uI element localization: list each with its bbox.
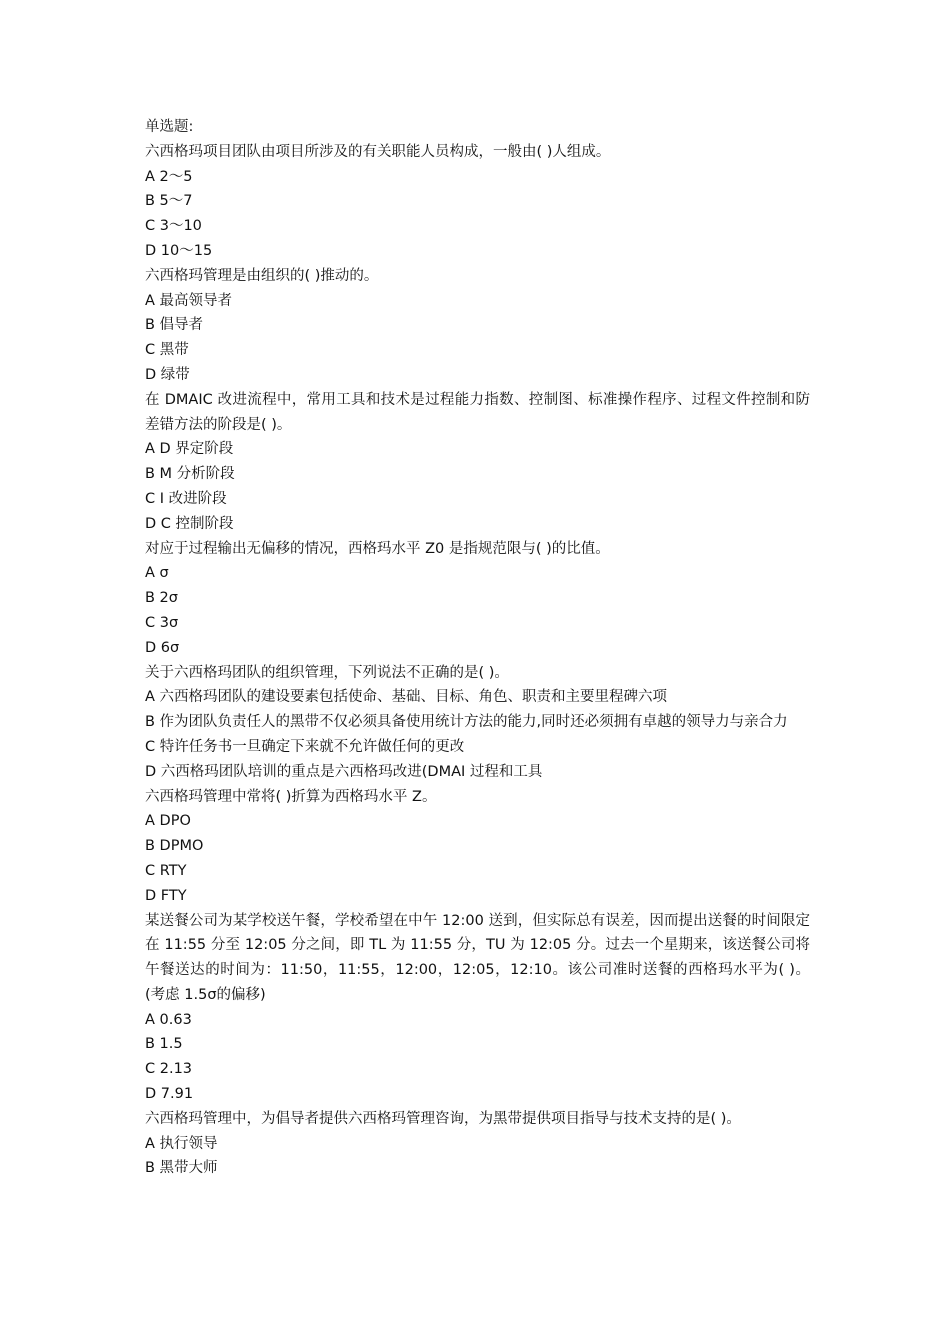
option-a: A 0.63 xyxy=(145,1011,192,1028)
question-block xyxy=(145,1107,810,1181)
option-a: A 执行领导 xyxy=(145,1135,218,1152)
option-b: B 作为团队负责任人的黑带不仅必须具备使用统计方法的能力,同时还必须拥有卓越的领导力与亲合力 xyxy=(145,714,788,731)
question-stem: 六西格玛管理中常将( )折算为西格玛水平 Z。 xyxy=(145,788,437,805)
option-d: D FTY xyxy=(145,887,187,904)
question-block xyxy=(145,909,810,1107)
question-block xyxy=(145,388,810,537)
option-c: C 黑带 xyxy=(145,342,189,359)
option-a: A 六西格玛团队的建设要素包括使命、基础、目标、角色、职责和主要里程碑六项 xyxy=(145,689,668,706)
option-d: D 绿带 xyxy=(145,366,190,383)
question-stem: 六西格玛管理中，为倡导者提供六西格玛管理咨询，为黑带提供项目指导与技术支持的是( )。 xyxy=(145,1110,741,1127)
question-block xyxy=(145,785,810,909)
question-stem: 六西格玛管理是由组织的( )推动的。 xyxy=(145,267,379,284)
option-d: D 六西格玛团队培训的重点是六西格玛改进(DMAI 过程和工具 xyxy=(145,763,543,780)
question-block xyxy=(145,661,810,785)
question-stem: 在 DMAIC 改进流程中，常用工具和技术是过程能力指数、控制图、标准操作程序、过程文件控制和防差错方法的阶段是( )。 xyxy=(145,391,810,433)
option-c: C 2.13 xyxy=(145,1061,193,1078)
question-stem: 六西格玛项目团队由项目所涉及的有关职能人员构成，一般由( )人组成。 xyxy=(145,143,611,160)
question-stem: 某送餐公司为某学校送午餐，学校希望在中午 12:00 送到，但实际总有误差，因而提出送餐的时间限定在 11:55 分至 12:05 分之间，即 TL 为 11:55 分，TU 为 12:05 分。过去一个星期来，该送餐公司将午餐送达的时间为：11:50，11:55，12:00，12:05，12:10。该公司准时送餐的西格玛水平为( )。(考虑 1.5σ的偏移) xyxy=(145,912,810,1003)
option-b: B M 分析阶段 xyxy=(145,466,235,483)
option-d: D C 控制阶段 xyxy=(145,515,234,532)
question-stem: 对应于过程输出无偏移的情况，西格玛水平 Z0 是指规范限与( )的比值。 xyxy=(145,540,610,557)
option-d: D 10～15 xyxy=(145,242,213,259)
option-c: C 3σ xyxy=(145,614,179,631)
question-list xyxy=(145,115,810,1181)
option-a: A 最高领导者 xyxy=(145,292,233,309)
option-d: D 6σ xyxy=(145,639,180,656)
option-a: A D 界定阶段 xyxy=(145,441,234,458)
option-c: C I 改进阶段 xyxy=(145,490,227,507)
question-block xyxy=(145,140,810,264)
option-a: A 2～5 xyxy=(145,168,193,185)
option-b: B 倡导者 xyxy=(145,317,204,334)
question-block xyxy=(145,537,810,661)
option-b: B 5～7 xyxy=(145,193,193,210)
question-stem: 关于六西格玛团队的组织管理，下列说法不正确的是( )。 xyxy=(145,664,509,681)
option-b: B DPMO xyxy=(145,838,204,855)
option-b: B 黑带大师 xyxy=(145,1160,218,1177)
option-d: D 7.91 xyxy=(145,1086,194,1103)
option-c: C RTY xyxy=(145,862,187,879)
section-heading: 单选题: xyxy=(145,119,194,135)
option-a: A DPO xyxy=(145,813,191,830)
option-c: C 特许任务书一旦确定下来就不允许做任何的更改 xyxy=(145,738,465,755)
question-block xyxy=(145,264,810,388)
option-c: C 3～10 xyxy=(145,218,202,235)
option-b: B 2σ xyxy=(145,590,178,607)
option-b: B 1.5 xyxy=(145,1036,183,1053)
option-a: A σ xyxy=(145,565,169,582)
